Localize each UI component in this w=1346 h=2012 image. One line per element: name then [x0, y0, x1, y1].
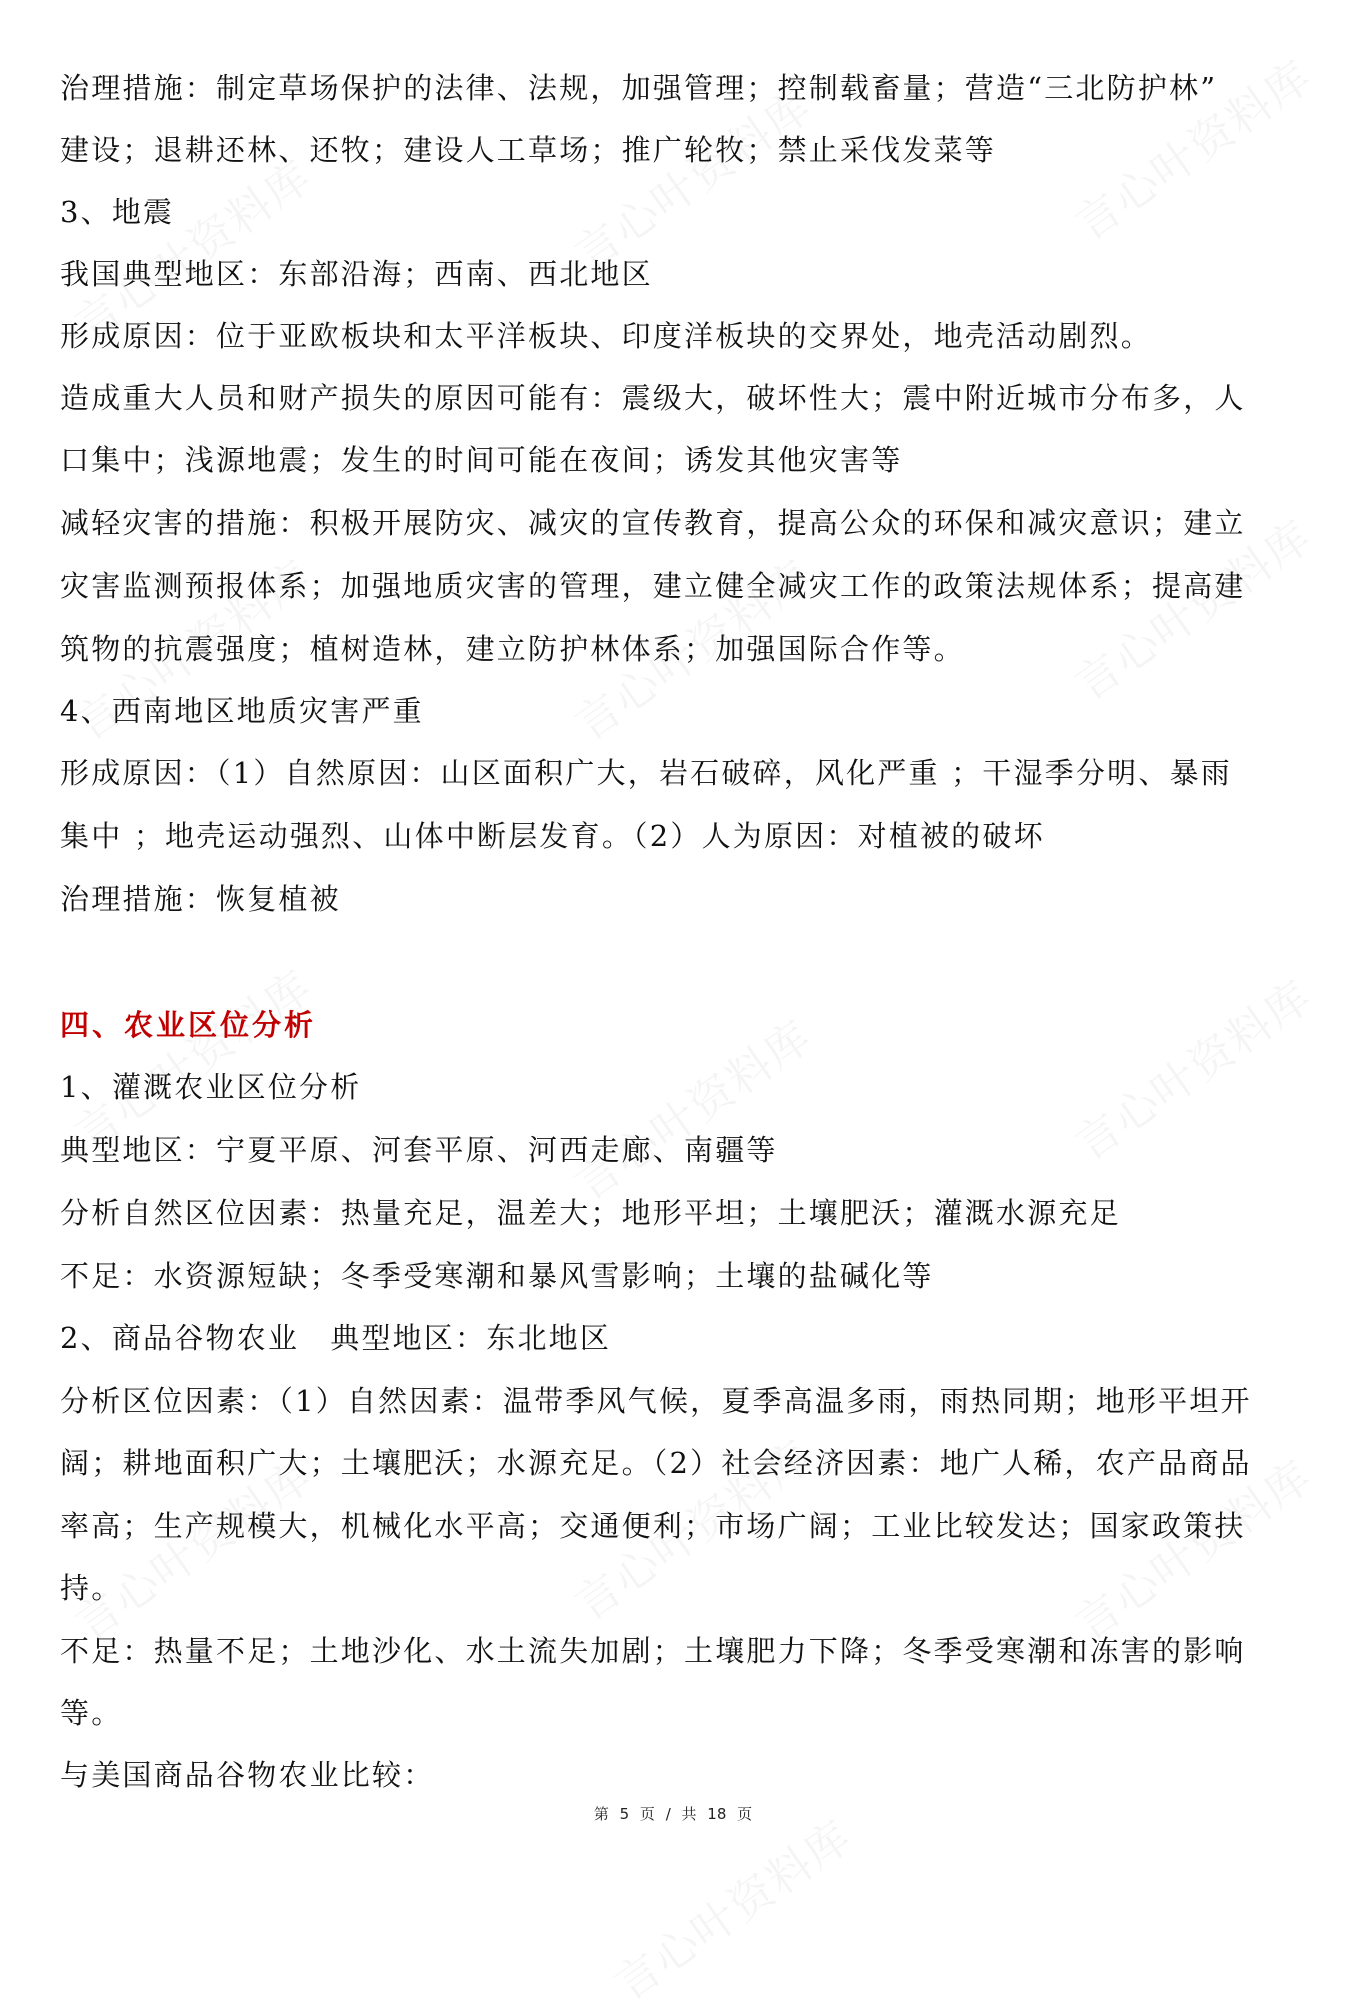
- paragraph-line: 分析自然区位因素：热量充足，温差大；地形平坦；土壤肥沃；灌溉水源充足: [60, 1196, 1121, 1230]
- paragraph-line: 不足：水资源短缺；冬季受寒潮和暴风雪影响；土壤的盐碱化等: [60, 1259, 934, 1293]
- paragraph-line: 不足：热量不足；土地沙化、水土流失加剧；土壤肥力下降；冬季受寒潮和冻害的影响: [60, 1634, 1246, 1668]
- paragraph-line: 与美国商品谷物农业比较：: [60, 1758, 435, 1792]
- paragraph-line: 阔；耕地面积广大；土壤肥沃；水源充足。（2）社会经济因素：地广人稀，农产品商品: [60, 1446, 1252, 1480]
- paragraph-line: 持。: [60, 1571, 123, 1605]
- paragraph-line: 率高；生产规模大，机械化水平高；交通便利；市场广阔；工业比较发达；国家政策扶: [60, 1509, 1246, 1543]
- paragraph-line: 典型地区：宁夏平原、河套平原、河西走廊、南疆等: [60, 1133, 778, 1167]
- subsection-title: 1、灌溉农业区位分析: [60, 1070, 362, 1104]
- paragraph-line: 治理措施：制定草场保护的法律、法规，加强管理；控制载畜量；营造“三北防护林”: [60, 71, 1218, 105]
- paragraph-line: 减轻灾害的措施：积极开展防灾、减灾的宣传教育，提高公众的环保和减灾意识；建立: [60, 506, 1246, 540]
- paragraph-line: 等。: [60, 1696, 123, 1730]
- paragraph-line: 集中 ；地壳运动强烈、山体中断层发育。（2）人为原因：对植被的破坏: [60, 819, 1045, 853]
- paragraph-line: 口集中；浅源地震；发生的时间可能在夜间；诱发其他灾害等: [60, 443, 903, 477]
- page-number: 第 5 页 / 共 18 页: [593, 1805, 753, 1823]
- paragraph-line: 造成重大人员和财产损失的原因可能有：震级大，破坏性大；震中附近城市分布多，人: [60, 381, 1246, 415]
- paragraph-line: 筑物的抗震强度；植树造林，建立防护林体系；加强国际合作等。: [60, 632, 965, 666]
- paragraph-line: 治理措施：恢复植被: [60, 882, 341, 916]
- paragraph-line: 灾害监测预报体系；加强地质灾害的管理，建立健全减灾工作的政策法规体系；提高建: [60, 569, 1246, 603]
- paragraph-line: 形成原因：位于亚欧板块和太平洋板块、印度洋板块的交界处，地壳活动剧烈。: [60, 319, 1153, 353]
- paragraph-line: 我国典型地区：东部沿海；西南、西北地区: [60, 257, 653, 291]
- subsection-title: 3、地震: [60, 195, 175, 229]
- subsection-title: 4、西南地区地质灾害严重: [60, 694, 424, 728]
- section-heading: 四、农业区位分析: [60, 1008, 317, 1042]
- subsection-title: 2、商品谷物农业 典型地区：东北地区: [60, 1321, 612, 1355]
- paragraph-line: 形成原因：（1）自然原因：山区面积广大，岩石破碎，风化严重 ；干湿季分明、暴雨: [60, 756, 1232, 790]
- paragraph-line: 分析区位因素：（1）自然因素：温带季风气候，夏季高温多雨，雨热同期；地形平坦开: [60, 1384, 1252, 1418]
- paragraph-line: 建设；退耕还林、还牧；建设人工草场；推广轮牧；禁止采伐发菜等: [60, 133, 997, 167]
